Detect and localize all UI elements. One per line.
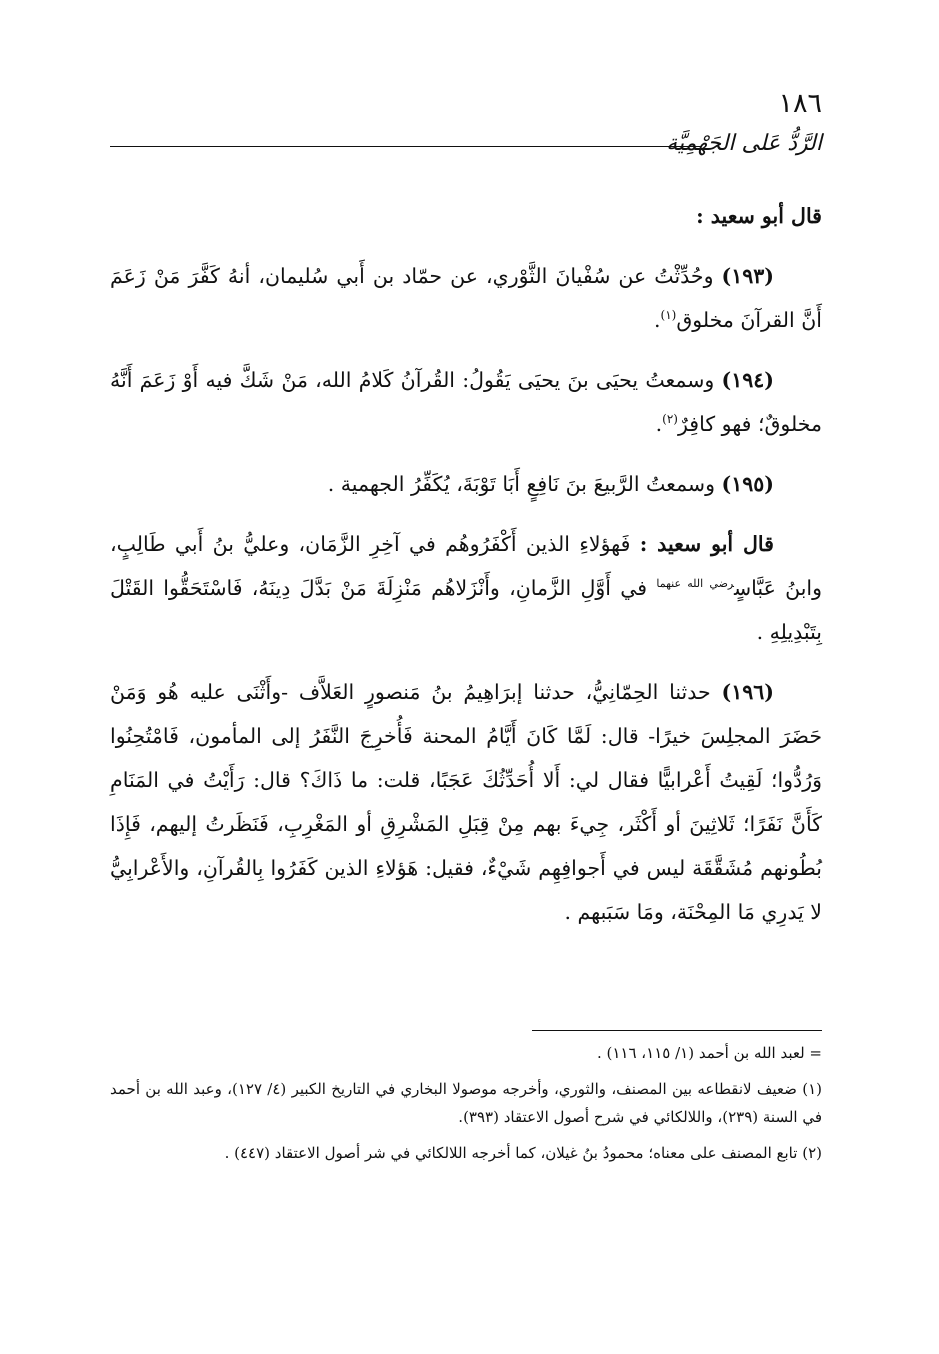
item-number: (١٩٣) bbox=[721, 264, 774, 288]
footnote-continuation: = لعبد الله بن أحمد (١/ ١١٥، ١١٦) . bbox=[596, 1044, 822, 1062]
paragraph-text: وسمعتُ يحيَى بنَ يحيَى يَقُولُ: القُرآنُ كَلامُ الله، مَنْ شَكَّ فيه أَوْ زَعَمَ أَنَّهُ مخلوقٌ؛ فهو كافِرٌ bbox=[110, 368, 822, 436]
footnote-text: تابع المصنف على معناه؛ محمودُ بنُ غيلان، كما أخرجه اللالكائي في شر أصول الاعتقاد (٤٤٧) . bbox=[224, 1144, 798, 1162]
blessing-honorific: رضي الله عنهما bbox=[656, 577, 734, 591]
commentary-text-after: في أَوَّلِ الزَّمانِ، وأَنْزَلاهُم مَنْزِلَةَ مَنْ بَدَّلَ دِينَهُ، فَاسْتَحَقُّوا القَتْلَ بِتَبْدِيلِهِ . bbox=[110, 576, 822, 644]
header-rule bbox=[110, 146, 702, 147]
commentary-text-before: فَهؤلاءِ الذين أَكْفَرُوهُم في آخِرِ الزَّمَان، وعليُّ بنُ أَبي طَالِبٍ، وابنُ عَبَّاسٍ bbox=[110, 532, 822, 600]
running-title: الرَّدُّ عَلى الجَهْمِيَّة bbox=[666, 131, 822, 156]
sentence-end: . bbox=[653, 308, 661, 332]
paragraph-193 bbox=[110, 254, 822, 342]
item-number: (١٩٦) bbox=[721, 680, 774, 704]
footnote-ref: (٢) bbox=[662, 412, 678, 427]
running-header bbox=[110, 126, 822, 162]
footnote-2 bbox=[110, 1139, 822, 1167]
sentence-end: . bbox=[655, 412, 663, 436]
footnote-rule bbox=[532, 1030, 822, 1031]
intro-line: قال أبو سعيد : bbox=[696, 204, 822, 228]
main-text bbox=[110, 194, 822, 950]
footnote-marker: (١) bbox=[802, 1080, 822, 1098]
paragraph-196 bbox=[110, 670, 822, 934]
page-number: ١٨٦ bbox=[778, 88, 822, 119]
footnote-1 bbox=[110, 1075, 822, 1131]
item-number: (١٩٥) bbox=[721, 472, 774, 496]
paragraph-194 bbox=[110, 358, 822, 446]
paragraph-text: وحُدِّثْتُ عن سُفْيانَ الثَّوْري، عن حمّاد بن أَبي سُليمان، أنهُ كَفَّرَ مَنْ زَعَمَ أَنَّ القرآنَ مخلوق bbox=[110, 264, 822, 332]
footnote-ref: (١) bbox=[660, 308, 677, 323]
commentary-paragraph bbox=[110, 522, 822, 654]
speaker-label: قال أبو سعيد : bbox=[639, 532, 774, 556]
paragraph-text: حدثنا الحِمّانِيُّ، حدثنا إبرَاهِيمُ بنُ مَنصورٍ العَلاَّف -وأَثْنَى عليه هُو وَمَنْ حَضَرَ المجلِسَ خيرًا- قال: لَمَّا كَانَ أَيَّامُ المحنة فَأُخرِجَ النَّفَرُ إلى المأمون، فَامْتُحِنُوا وَرُدُّوا؛ لَقِيتُ أَعْرابيًّا فقال لي: أَلا أُحَدِّثُكَ عَجَبًا، قلت: ما ذَاكَ؟ قال: رَأَيْتُ في المَنَامِ كَأَنَّ نَفَرًا؛ ثَلاثِينَ أو أَكْثَر، جِيءَ بهم مِنْ قِبَلِ المَشْرِقِ أو المَغْرِبِ، فَنَظَرتُ إليهم، فَإِذَا بُطُونهم مُشَقَّقَة ليس في أَجوافِهِم شَيْءٌ، فقيل: هَؤلاءِ الذين كَفَرُوا بِالقُرآنِ، والأَعْرابِيُّ لا يَدرِي مَا المِحْنَة، ومَا سَبَبهم . bbox=[110, 680, 822, 924]
footnote-marker: (٢) bbox=[802, 1144, 822, 1162]
footnotes-section bbox=[110, 1030, 822, 1175]
item-number: (١٩٤) bbox=[721, 368, 774, 392]
paragraph-195 bbox=[110, 462, 822, 506]
paragraph-text: وسمعتُ الرَّبيعَ بنَ نَافِعٍ أَبَا تَوْبَةَ، يُكَفِّرُ الجهمية . bbox=[327, 472, 716, 496]
footnote-text: ضعيف لانقطاعه بين المصنف، والثوري، وأخرجه موصولا البخاري في التاريخ الكبير (٤/ ١٢٧)، وعبد الله بن أحمد في السنة (٢٣٩)، واللالكائي في شرح أصول الاعتقاد (٣٩٣). bbox=[110, 1080, 822, 1126]
